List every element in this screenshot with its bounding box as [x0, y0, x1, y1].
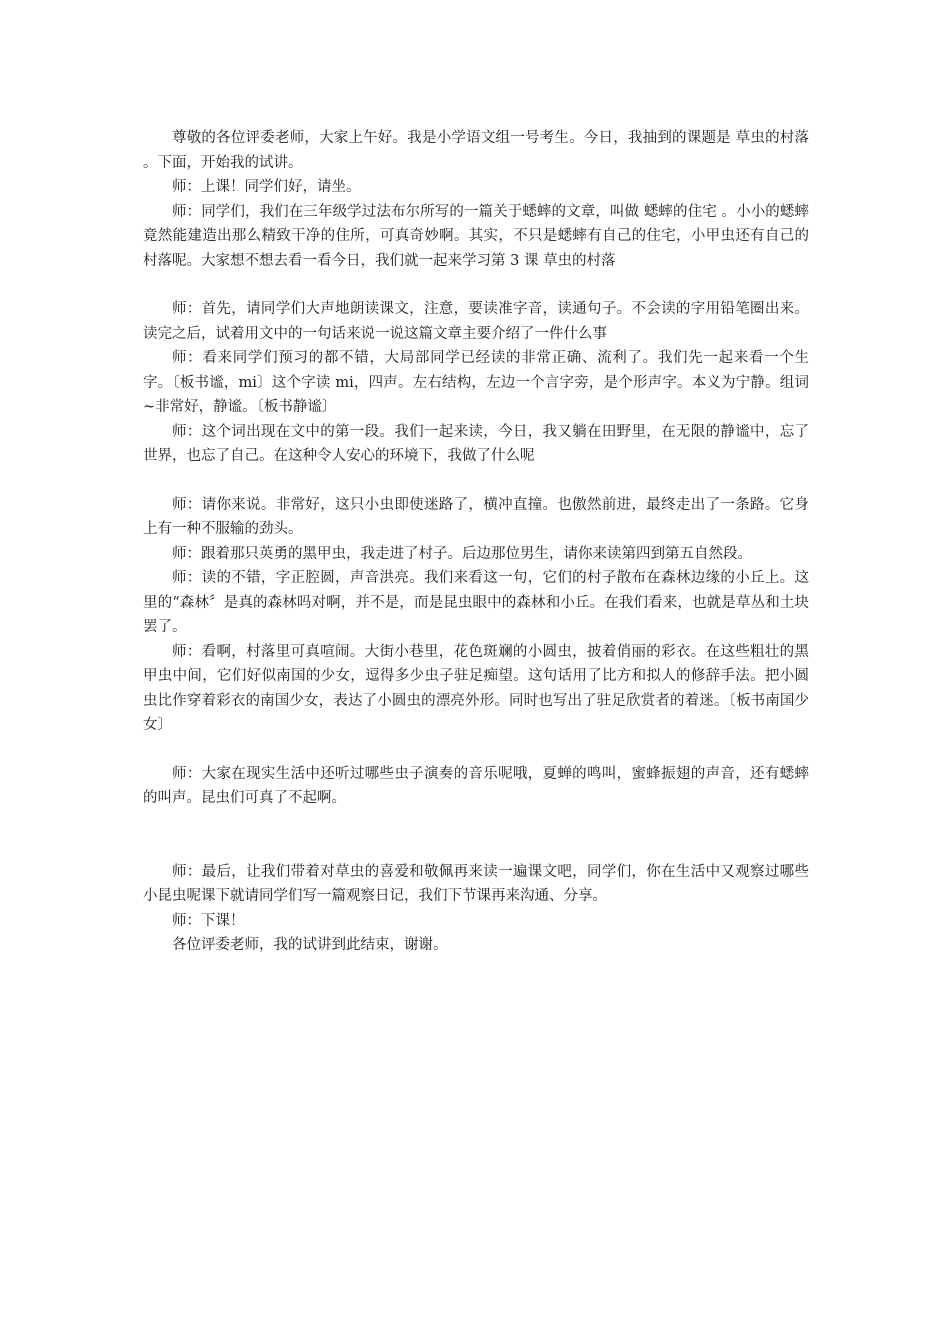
paragraph-introduction: 师：同学们，我们在三年级学过法布尔所写的一篇关于蟋蟀的文章，叫做 蟋蟀的住宅 。小小的蟋蟀竟然能建造出那么精致干净的住所，可真奇妙啊。其实，不只是蟋蟀有自己的住宅，小甲虫还有自己的村落呢。大家想不想去看一看今日，我们就一起来学习第 3 课 草虫的村落 [143, 203, 809, 269]
paragraph-spacer [143, 811, 809, 860]
paragraph-closing: 各位评委老师，我的试讲到此结束，谢谢。 [172, 937, 448, 953]
paragraph-insect-music: 师：大家在现实生活中还听过哪些虫子演奏的音乐呢哦，夏蝉的鸣叫，蜜蜂振翅的声音，还有蟋蟀的叫声。昆虫们可真了不起啊。 [143, 765, 809, 806]
paragraph-opening: 尊敬的各位评委老师，大家上午好。我是小学语文组一号考生。今日，我抽到的课题是 草虫的村落 。下面，开始我的试讲。 [143, 130, 809, 171]
paragraph-class-start: 师：上课！同学们好，请坐。 [172, 179, 361, 195]
paragraph-first-section: 师：这个词出现在文中的第一段。我们一起来读，今日，我又躺在田野里，在无限的静谧中，忘了世界，也忘了自己。在这种令人安心的环境下，我做了什么呢 [143, 423, 809, 464]
document-body [143, 126, 809, 958]
paragraph-spacer [143, 738, 809, 762]
paragraph-reading: 师：首先，请同学们大声地朗读课文，注意，要读准字音，读通句子。不会读的字用铅笔圈出来。读完之后，试着用文中的一句话来说一说这篇文章主要介绍了一件什么事 [143, 301, 809, 342]
paragraph-answer: 师：请你来说。非常好，这只小虫即使迷路了，横冲直撞。也傲然前进，最终走出了一条路。它身上有一种不服输的劲头。 [143, 496, 809, 537]
paragraph-forest: 师：读的不错，字正腔圆，声音洪亮。我们来看这一句，它们的村子散布在森林边缘的小丘上。这里的“森林〞是真的森林吗对啊，并不是，而是昆虫眼中的森林和小丘。在我们看来，也就是草丛和土块罢了。 [143, 570, 809, 635]
paragraph-spacer [143, 273, 809, 297]
paragraph-conclusion: 师：最后，让我们带着对草虫的喜爱和敬佩再来读一遍课文吧，同学们，你在生活中又观察过哪些小昆虫呢课下就请同学们写一篇观察日记，我们下节课再来沟通、分享。 [143, 863, 809, 904]
paragraph-village-entry: 师：跟着那只英勇的黑甲虫，我走进了村子。后边那位男生，请你来读第四到第五自然段。 [172, 545, 752, 562]
paragraph-rhetoric: 师：看啊，村落里可真喧闹。大街小巷里，花色斑斓的小圆虫，披着俏丽的彩衣。在这些粗壮的黑甲虫中间，它们好似南国的少女，逗得多少虫子驻足痴望。这句话用了比方和拟人的修辞手法。把小圆虫比作穿着彩衣的南国少女，表达了小圆虫的漂亮外形。同时也写出了驻足欣赏者的着迷。〔板书南国少女〕 [143, 643, 809, 733]
paragraph-new-character: 师：看来同学们预习的都不错，大局部同学已经读的非常正确、流利了。我们先一起来看一个生字。〔板书谧，mi〕这个字读 mi，四声。左右结构，左边一个言字旁，是个形声字。本义为宁静。组词~非常好，静谧。〔板书静谧〕 [143, 350, 809, 415]
paragraph-spacer [143, 469, 809, 493]
paragraph-class-end: 师：下课！ [172, 912, 245, 929]
